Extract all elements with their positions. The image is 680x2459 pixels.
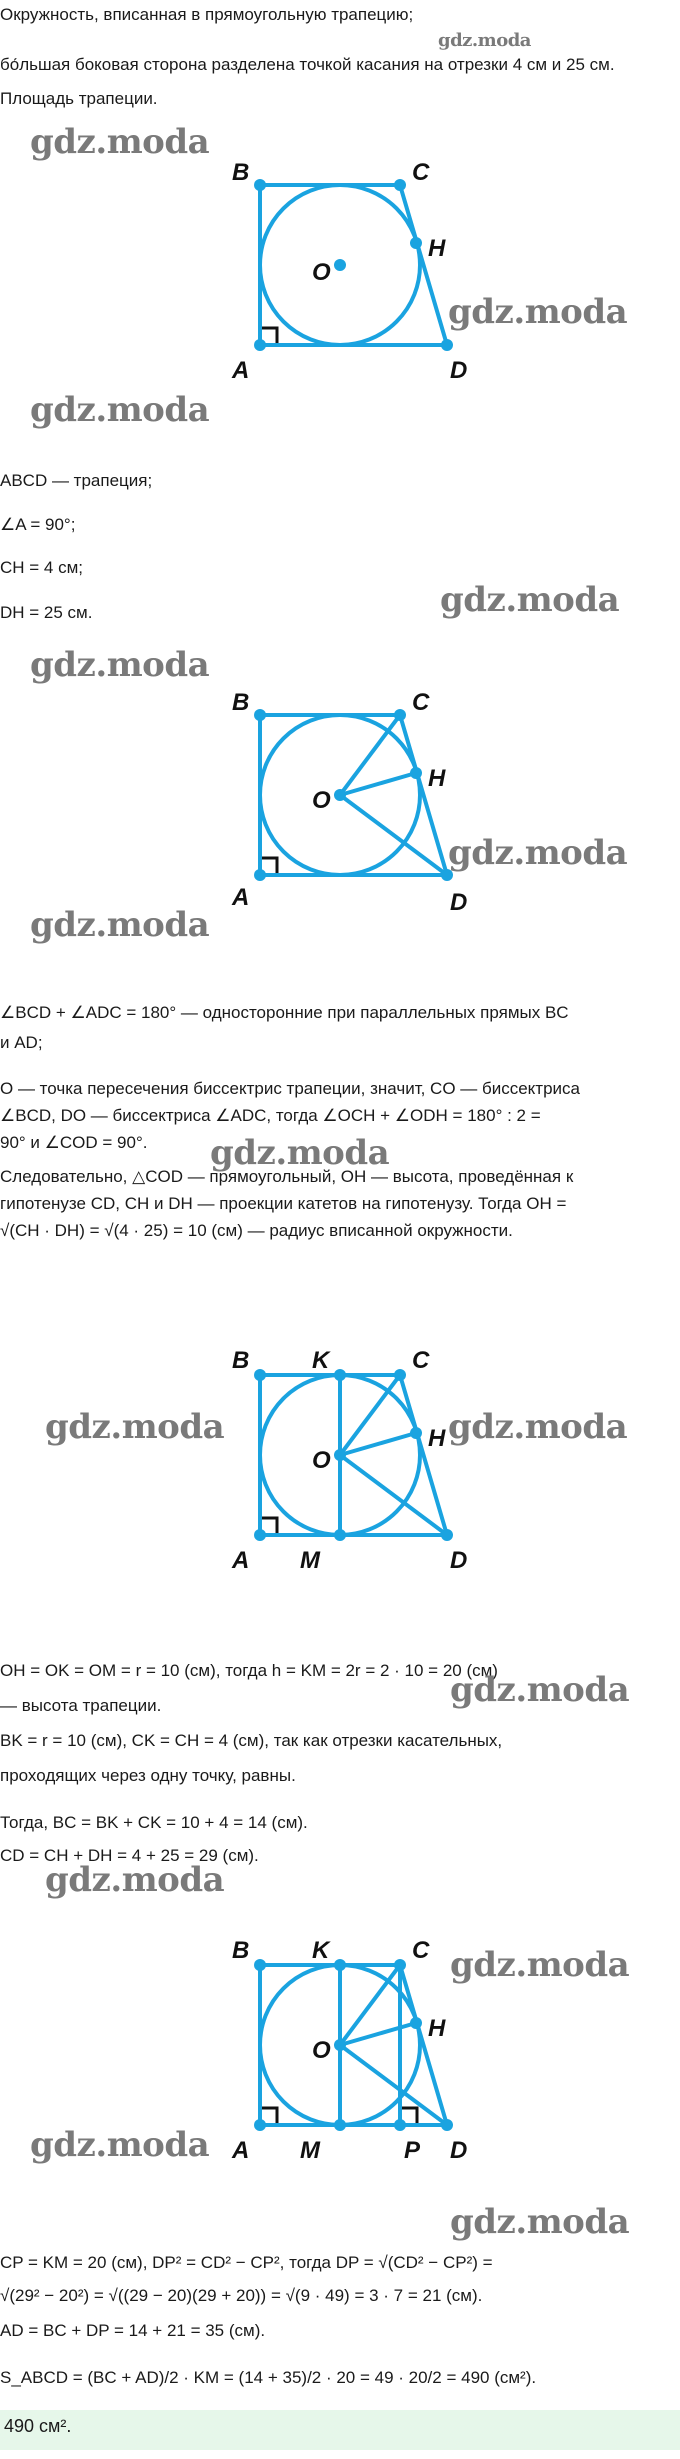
watermark: gdz.moda [448, 1407, 628, 1447]
label-m: M [300, 2137, 320, 2164]
watermark: gdz.moda [440, 580, 620, 620]
watermark: gdz.moda [450, 1945, 630, 1985]
solution-line: AD = BC + DP = 14 + 21 = 35 (см). [0, 2321, 266, 2340]
label-p: P [404, 2137, 421, 2164]
solution-line: CP = KM = 20 (см), DP² = CD² − CP², тогда DP = √(CD² − CP²) = [0, 2253, 493, 2272]
solution-line: гипотенузе CD, CH и DH — проекции катетов на гипотенузу. Тогда OH = [0, 1194, 567, 1213]
label-a: A [232, 2137, 250, 2164]
label-h: H [428, 235, 446, 262]
solution-line: S_ABCD = (BC + AD)/2 · KM = (14 + 35)/2 · 20 = 49 · 20/2 = 490 (см²). [0, 2368, 537, 2387]
watermark: gdz.moda [450, 1670, 630, 1710]
label-c: C [412, 1347, 430, 1374]
solution-line: проходящих через одну точку, равны. [0, 1766, 296, 1785]
watermark: gdz.moda [45, 1407, 225, 1447]
label-k: K [312, 1347, 330, 1374]
label-a: A [232, 357, 250, 384]
label-m: M [300, 1547, 320, 1574]
label-d: D [450, 2137, 468, 2164]
problem-line-1: Окружность, вписанная в прямоугольную трапецию; [0, 5, 414, 24]
solution-line: Следовательно, △COD — прямоугольный, OH — высота, проведённая к [0, 1167, 574, 1186]
answer-text: 490 см². [4, 2416, 72, 2436]
solution-line: ∠BCD + ∠ADC = 180° — односторонние при параллельных прямых BC [0, 1003, 569, 1022]
solution-line: и AD; [0, 1033, 43, 1052]
solution-line: √(29² − 20²) = √((29 − 20)(29 + 20)) = √(9 · 49) = 3 · 7 = 21 (см). [0, 2286, 483, 2305]
label-h: H [428, 2015, 446, 2042]
given-line: ∠A = 90°; [0, 515, 76, 534]
label-o: O [312, 2037, 331, 2064]
label-c: C [412, 1937, 430, 1964]
solution-line: ∠BCD, DO — биссектриса ∠ADC, тогда ∠OCH + ∠ODH = 180° : 2 = [0, 1106, 541, 1125]
watermark: gdz.moda [210, 1133, 390, 1173]
watermark: gdz.moda [448, 833, 628, 873]
label-c: C [412, 159, 430, 186]
label-h: H [428, 1425, 446, 1452]
given-line: ABCD — трапеция; [0, 471, 153, 490]
watermark: gdz.moda [450, 2202, 630, 2242]
given-line: DH = 25 см. [0, 603, 93, 622]
watermark: gdz.moda [30, 390, 210, 430]
solution-line: √(CH · DH) = √(4 · 25) = 10 (см) — радиус вписанной окружности. [0, 1221, 513, 1240]
watermark: gdz.moda [30, 122, 210, 162]
label-o: O [312, 1447, 331, 1474]
solution-line: — высота трапеции. [0, 1696, 162, 1715]
solution-line: Тогда, BC = BK + CK = 10 + 4 = 14 (см). [0, 1813, 308, 1832]
label-o: O [312, 787, 331, 814]
label-a: A [232, 884, 250, 911]
label-h: H [428, 765, 446, 792]
problem-line-2: бо́льшая боковая сторона разделена точкой касания на отрезки 4 см и 25 см. [0, 55, 615, 74]
label-c: C [412, 689, 430, 716]
label-b: B [232, 689, 250, 716]
solution-line: OH = OK = OM = r = 10 (см), тогда h = KM = 2r = 2 · 10 = 20 (см) [0, 1661, 498, 1680]
label-d: D [450, 1547, 468, 1574]
solution-line: 90° и ∠COD = 90°. [0, 1133, 148, 1152]
label-b: B [232, 1347, 250, 1374]
label-o: O [312, 259, 331, 286]
solution-line: CD = CH + DH = 4 + 25 = 29 (см). [0, 1846, 259, 1865]
answer-box [0, 2410, 680, 2450]
watermark: gdz.moda [45, 1860, 225, 1900]
solution-line: O — точка пересечения биссектрис трапеции, значит, CO — биссектриса [0, 1079, 581, 1098]
label-d: D [450, 357, 468, 384]
watermark: gdz.moda [30, 645, 210, 685]
label-b: B [232, 1937, 250, 1964]
watermark: gdz.moda [438, 30, 531, 51]
label-d: D [450, 889, 468, 916]
watermark: gdz.moda [448, 292, 628, 332]
given-line: CH = 4 см; [0, 558, 84, 577]
figure-2 [0, 665, 680, 935]
label-k: K [312, 1937, 330, 1964]
watermark: gdz.moda [30, 2125, 210, 2165]
label-b: B [232, 159, 250, 186]
label-a: A [232, 1547, 250, 1574]
watermark: gdz.moda [30, 905, 210, 945]
problem-line-3: Площадь трапеции. [0, 89, 158, 108]
solution-line: BK = r = 10 (см), CK = CH = 4 (см), так как отрезки касательных, [0, 1731, 503, 1750]
